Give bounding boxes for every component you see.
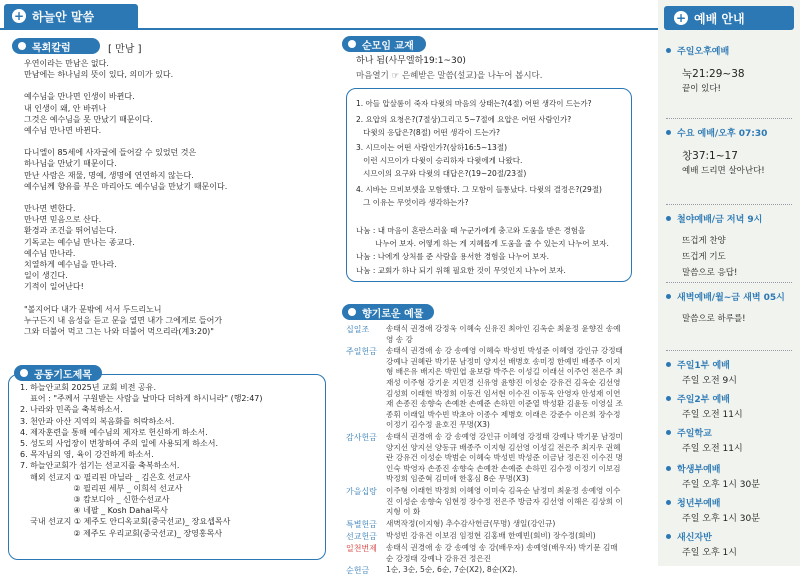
column-line: 환경과 조건을 뛰어넘는다.: [24, 226, 117, 236]
offering-label: [342, 304, 434, 320]
bullet-icon: [666, 534, 671, 539]
service-line: 말씀으로 응답!: [682, 268, 738, 278]
question-line: 3. 시므이는 어떤 사람인가?(삼하16:5~13절): [356, 143, 507, 153]
plus-icon: +: [675, 11, 687, 25]
offering-row-text: 송태식 권경애 송 강 송예영 이혜숙 박성빈 박성준 이혜영 강인규 강정태 강예나 권혜란 박기문 남정미 양지선 배병호 송미정 한예빈 배종주 이지형 배은유 배지은 박민엽 윤보람 박주은 이성길 이래선 이주연 전은주 최재성 이주형 강기운 지민경 신유영 윤향진 이성순 강유건 김옥순 김선영 김성희 이래헌 박정희 이동건 임서현 이수진 이동욱 안영자 안성재 이연재 손종진 송향숙 손예찬 손예준 손하민 이준열 박성환 김윤동 이영실 조종휘 이래일 박수빈 박초아 이종수 제병호 이래은 강준수 이은희 장수정 이정기 김수정 윤호진 무명(X3): [386, 346, 623, 430]
sharing-list: [356, 224, 609, 277]
bullet-icon: [666, 216, 671, 221]
column-line: 예수님을 만나면 인생이 바뀐다.: [24, 92, 135, 102]
column-line: 그것은 예수님을 못 만났기 때문이다.: [24, 114, 153, 124]
offering-row-text: 이주형 이래헌 박정희 이혜영 이미숙 김옥순 남정미 최윤정 송예영 이수진 이성순 송향숙 임현정 장수정 전은주 방금자 김선영 이해은 김상희 이지형 이 화: [386, 485, 623, 517]
column-paragraph: [24, 58, 227, 80]
prayer-line: 3. 천안과 아산 지역의 복음화를 허락하소서.: [20, 416, 175, 426]
dot-icon: [348, 40, 356, 48]
sharing-line: 나눔 : 나에게 상처를 준 사람을 용서한 경험을 나누어 보자.: [356, 252, 550, 262]
prayer-line: 4. 제자훈련을 통해 예수님의 제자로 헌신하게 하소서.: [20, 427, 208, 437]
service-name: [666, 358, 730, 371]
column-line: 우연이라는 만남은 없다.: [24, 59, 109, 68]
cell-label-text: 순모임 교재: [362, 40, 414, 52]
prayer-line: 국내 선교지 ① 제주도 안디옥교회(중국선교)_ 장요셉목사: [20, 517, 231, 527]
header-title: 하늘안 말씀: [32, 9, 95, 24]
service-name: [666, 426, 712, 439]
column-line: 만남에는 하나님의 뜻이 있다, 의미가 있다.: [24, 70, 174, 80]
dot-icon: [348, 308, 356, 316]
divider: [666, 350, 792, 351]
service-line: 주일 오후 1시: [682, 548, 737, 558]
prayer-label-text: 공동기도제목: [34, 369, 92, 381]
column-paragraph: [24, 304, 227, 338]
offering-row: [346, 486, 624, 518]
question-line: 다윗의 응답은?(8절) 어떤 생각이 드는가?: [356, 127, 500, 137]
service-name: [666, 212, 762, 225]
service-line: 주일 오전 9시: [682, 376, 737, 386]
offering-row: [346, 543, 624, 564]
service-line: 예배 드리면 살아난다!: [682, 166, 765, 176]
offering-row: [346, 519, 624, 530]
service-name: [666, 530, 712, 543]
column-line: 만나면 변한다.: [24, 204, 76, 214]
service-name-text: 주일2부 예배: [677, 395, 730, 405]
dot-icon: [20, 369, 28, 377]
offering-row-text: 박성빈 강유건 이보검 임정현 김홍배 한예빈(회비) 장수정(회비): [386, 530, 596, 540]
column-paragraph: [24, 203, 227, 293]
bullet-icon: [666, 362, 671, 367]
offering-row-label: 감사헌금: [346, 432, 377, 442]
question-line: 4. 시바는 므비보셋을 모함했다. 그 모함이 들통났다. 다윗의 결정은?(29절): [356, 184, 602, 194]
column-line: 하나님을 만났기 때문이다.: [24, 159, 117, 169]
column-line: 만나면 믿음으로 산다.: [24, 215, 102, 225]
column-line: 기독교는 예수님 만나는 종교다.: [24, 237, 135, 247]
offering-row-text: 1순, 3순, 5순, 6순, 7순(X2), 8순(X2).: [386, 565, 518, 575]
service-name: [666, 290, 785, 303]
prayer-line: 2. 나라와 민족을 축복하소서.: [20, 405, 123, 415]
column-line: 누구든지 내 음성을 듣고 문을 열면 내가 그에게로 들어가: [24, 315, 223, 325]
column-line: 일이 생긴다.: [24, 271, 68, 281]
offering-row: [346, 346, 624, 431]
prayer-line: ④ 네팔 _ Kosh Dahal목사: [20, 506, 168, 516]
offering-row-text: 새벽작정(이지형) 추수감사헌금(무명) 생일(강인규): [386, 518, 556, 528]
prayer-line: ③ 캄보디아 _ 신한수선교사: [20, 495, 170, 505]
column-line: "볼지어다 내가 문밖에 서서 두드리노니: [24, 304, 162, 314]
bullet-icon: [666, 430, 671, 435]
service-name: [666, 496, 720, 509]
prayer-line: 7. 하늘안교회가 섬기는 선교지를 축복하소서.: [20, 461, 180, 471]
column-body: [24, 58, 227, 348]
service-name: [666, 462, 720, 475]
service-line: 주일 오전 11시: [682, 444, 743, 454]
plus-icon: +: [13, 9, 25, 23]
offering-row-text: 송태식 권경애 강정욱 이혜숙 신유진 최아인 김옥순 최윤정 윤향진 송예영 송 강: [386, 324, 621, 344]
offering-row-label: 특별헌금: [346, 519, 377, 529]
question-line: 시므이의 요구와 다윗의 대답은?(19~20절/23절): [356, 168, 527, 178]
bullet-icon: [666, 294, 671, 299]
column-line: 만난 사람은 재물, 명예, 생명에 연연하지 않는다.: [24, 170, 194, 180]
service-name-text: 새벽예배/월~금 새벽 05시: [677, 293, 785, 303]
service-line: 뜨겁게 기도: [682, 252, 726, 262]
header-tab: [4, 4, 138, 28]
column-title: [ 만남 ]: [108, 44, 142, 55]
question-line: 1. 아들 압살롬이 죽자 다윗의 마음의 상태는?(4절) 어떤 생각이 드는가?: [356, 99, 592, 108]
header-bar: [0, 0, 658, 30]
sidebar-header: [664, 6, 794, 30]
service-name-text: 철야예배/금 저녁 9시: [677, 215, 763, 225]
offering-row: [346, 432, 624, 485]
prayer-line: 해외 선교지 ① 필리핀 마닐라 _ 김은호 선교사: [20, 472, 191, 482]
bullet-icon: [666, 48, 671, 53]
question-list: [356, 98, 602, 209]
service-name-text: 새신자반: [677, 533, 712, 543]
service-line: 주일 오전 11시: [682, 410, 743, 420]
column-line: 예수님께 향유를 부은 마리아도 예수님을 만났기 때문이다.: [24, 181, 228, 191]
service-name-text: 주일오후예배: [677, 47, 730, 57]
sidebar: [658, 0, 800, 566]
offering-row-label: 가을십랑: [346, 486, 377, 496]
column-line: 예수님 만나면 바뀐다.: [24, 126, 102, 136]
prayer-body: [20, 382, 263, 539]
column-paragraph: [24, 147, 227, 192]
prayer-line: 6. 목자님의 영, 육이 강건하게 하소서.: [20, 450, 154, 460]
column-label: [12, 38, 100, 54]
column-line: 내 인생이 왜, 안 바뀌나: [24, 103, 107, 113]
divider: [666, 282, 792, 283]
prayer-line: 표어 : "주께서 구원받는 사람을 날마다 더하게 하시니라" (행2:47): [20, 394, 263, 404]
divider: [666, 204, 792, 205]
service-name-text: 주일학교: [677, 429, 712, 439]
cell-subtitle: 마음열기 ☞ 은혜받은 말씀(설교)을 나누어 봅시다.: [356, 71, 543, 81]
service-line: 눅21:29~38: [682, 68, 745, 80]
service-name-text: 청년부예배: [677, 499, 721, 509]
prayer-line: 1. 하늘안교회 2025년 교회 비전 공유.: [20, 383, 156, 392]
prayer-line: ② 필리핀 세부 _ 이희석 선교사: [20, 483, 183, 493]
column-line: 기적이 일어난다!: [24, 282, 84, 292]
cell-title: 하나 됨(사무엘하19:1~30): [356, 56, 466, 66]
offering-row-label: 주일헌금: [346, 347, 377, 357]
bullet-icon: [666, 466, 671, 471]
dot-icon: [18, 42, 26, 50]
question-line: 이런 시므이가 다윗이 승리하자 다윗에게 나왔다.: [356, 156, 523, 166]
service-name: [666, 126, 767, 139]
divider: [666, 118, 792, 119]
sharing-line: 나눔 : 교회가 하나 되기 위해 필요한 것이 무엇인지 나누어 보자.: [356, 265, 566, 275]
question-line: 2. 요압의 요청은?(7절상)그리고 5~7절에 요압은 어떤 사람인가?: [356, 114, 572, 124]
bullet-icon: [666, 500, 671, 505]
offering-row: [346, 531, 624, 542]
question-line: 그 이유는 무엇이라 생각하는가?: [356, 197, 469, 207]
service-line: 주일 오후 1시 30분: [682, 514, 760, 524]
column-line: 예수님 만나라.: [24, 248, 76, 258]
prayer-label: [14, 365, 102, 381]
offering-row-label: 십일조: [346, 325, 370, 334]
service-line: 주일 오후 1시 30분: [682, 480, 760, 490]
service-line: 말씀으로 하루를!: [682, 314, 746, 324]
cell-label: [342, 36, 426, 52]
column-paragraph: [24, 91, 227, 136]
service-line: 창37:1~17: [682, 150, 738, 162]
service-name: [666, 44, 729, 57]
sharing-line: 나누어 보자. 어떻게 하는 게 지혜롭게 도움을 줄 수 있는지 나누어 보자.: [356, 239, 609, 249]
service-line: 끝이 있다!: [682, 84, 721, 94]
offering-row-label: 순헌금: [346, 566, 370, 576]
sidebar-title: 예배 안내: [694, 11, 745, 26]
sharing-line: 나눔 : 내 마음이 혼란스러울 때 누군가에게 충고와 도움을 받은 경험을: [356, 226, 586, 235]
offering-row-label: 선교헌금: [346, 531, 377, 541]
bullet-icon: [666, 396, 671, 401]
service-name-text: 주일1부 예배: [677, 361, 730, 371]
service-name-text: 수요 예배/오후 07:30: [677, 129, 768, 139]
column-line: 그와 더불어 먹고 그는 나와 더불어 먹으리라(계3:20)": [24, 327, 214, 337]
service-line: 뜨겁게 찬양: [682, 236, 726, 246]
offering-row: [346, 324, 624, 345]
service-name-text: 학생부예배: [677, 465, 721, 475]
column-line: 다니엘이 85세에 사자굴에 들어갈 수 있었던 것은: [24, 148, 197, 158]
offering-label-text: 향기로운 예물: [362, 308, 424, 320]
offering-list: [346, 324, 624, 577]
offering-row-text: 송태식 권경애 송 강 송예영 송 강(배우자) 송예영(배우자) 박기문 김매순 강정태 강예나 강유건 정은진: [386, 543, 618, 563]
column-line: 치열하게 예수님을 만나라.: [24, 260, 117, 270]
column-label-text: 목회칼럼: [32, 42, 71, 54]
bullet-icon: [666, 130, 671, 135]
prayer-line: 5. 성도의 사업장이 번창하여 주의 일에 사용되게 하소서.: [20, 439, 218, 449]
offering-row-label: 일천번제: [346, 544, 377, 554]
offering-row-text: 송태식 권경애 송 강 송예영 강인규 이혜영 강정태 강예나 박기문 남정미 양지선 양지선 양동규 배종주 이지형 김선영 이성길 전은주 최지우 권혜란 강유건 이성순 박범순 이혜숙 박성빈 박성준 이금남 정은진 이수진 명인숙 박영자 손종진 송향숙 손예찬 손예준 손하민 김수정 이정기 이보검 박정희 임준혁 김미애 한홍심 8순 무명(X3): [386, 431, 623, 484]
prayer-line: ② 제주도 우리교회(중국선교)_ 장영홍목사: [20, 528, 223, 538]
offering-row: [346, 565, 624, 576]
service-name: [666, 392, 730, 405]
